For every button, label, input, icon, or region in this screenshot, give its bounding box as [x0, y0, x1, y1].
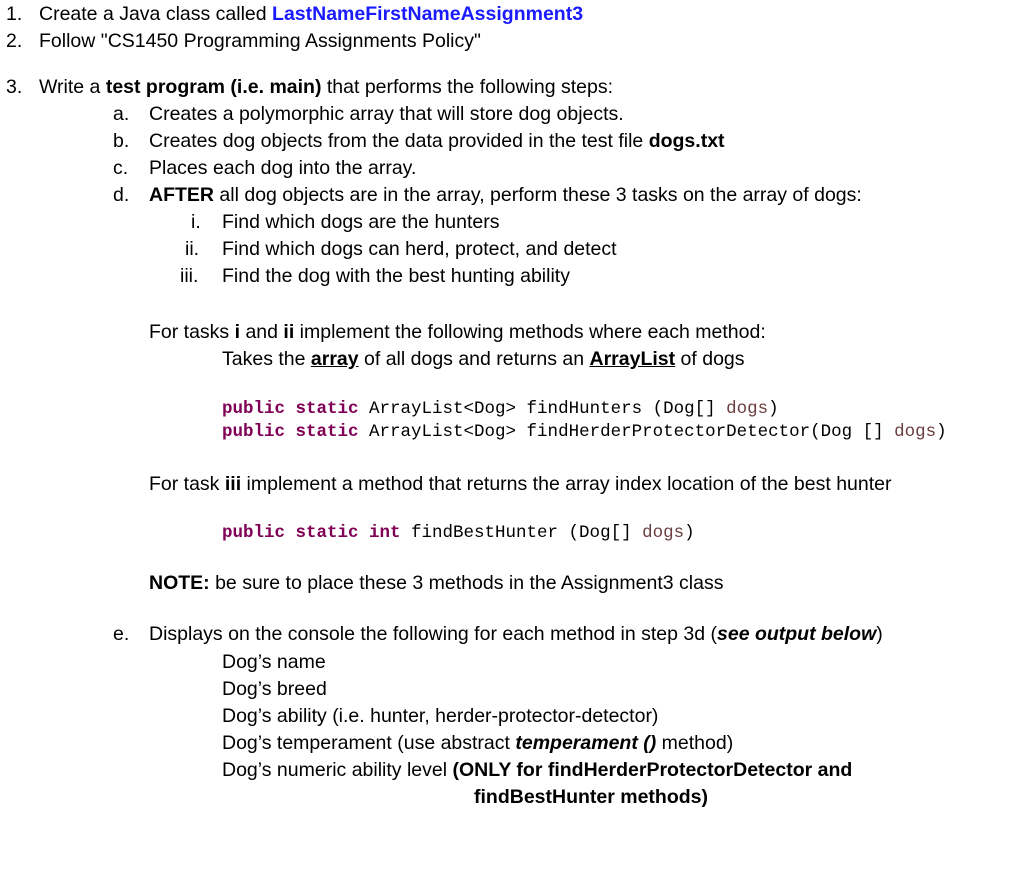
step-text: Write a test program (i.e. main) that performs the following steps:: [39, 76, 614, 98]
document-page: 1. Create a Java class called LastNameFirstNameAssignment3 2. Follow "CS1450 Programming Assignments Policy" 3. Write a test program (i.e. main) that performs the following steps: a. Creates a polymorphic array that will store dog objects. b. Creates dog objects from the data provided in the test file dogs.txt c. Places each dog into the array. d. AFTER all dog objects are in the array, perform these 3 tasks on the array of dogs: i. Find which dogs are the hunters ii. Find which dogs can herd, protect, and detect iii. Find the dog with the best hunting ability For tasks i and ii implement the following methods where each method: Takes the array of all dogs and returns an ArrayList of dogs public static ArrayList<Dog> findHunters (Dog[] dogs) public static ArrayList<Dog> findHerderProtectorDetector(Dog [] dogs) For task iii implement a method that returns the array index location of the best hunter public static int findBestHunter (Dog[] dogs) NOTE: be sure to place these 3 methods in the Assignment3 class e. Displays on the console the following for each method in step 3d (see output below) Dog’s name Dog’s breed Dog’s ability (i.e. hunter, herder-protector-detector) Dog’s temperament (use abstract temperament () method) Dog’s numeric ability level (ONLY for findHerderProtectorDetector and findBestHunter methods): [6, 3, 947, 808]
step-text: Create a Java class called LastNameFirstNameAssignment3: [39, 3, 584, 25]
substep-text: Places each dog into the array.: [149, 157, 417, 179]
list-marker: iii.: [180, 265, 199, 287]
list-marker: a.: [113, 103, 130, 125]
task-text: Find which dogs can herd, protect, and detect: [222, 238, 617, 260]
list-marker: c.: [113, 157, 129, 179]
list-marker: e.: [113, 623, 130, 645]
task-text: Find which dogs are the hunters: [222, 211, 500, 233]
class-name: LastNameFirstNameAssignment3: [272, 3, 584, 25]
list-marker: d.: [113, 184, 130, 206]
substep-text: Creates dog objects from the data provided in the test file dogs.txt: [149, 130, 725, 152]
list-marker: i.: [191, 211, 201, 233]
note-label: NOTE:: [149, 572, 210, 594]
substep-text: Displays on the console the following for each method in step 3d (see output below): [149, 623, 883, 645]
substep-text: Creates a polymorphic array that will store dog objects.: [149, 103, 624, 125]
task-text: Find the dog with the best hunting ability: [222, 265, 570, 287]
step-text: Follow "CS1450 Programming Assignments Policy": [39, 30, 481, 52]
list-marker: 2.: [6, 30, 23, 52]
file-name: dogs.txt: [648, 130, 725, 152]
list-marker: 3.: [6, 76, 23, 98]
substep-text: AFTER all dog objects are in the array, perform these 3 tasks on the array of dogs:: [149, 184, 862, 206]
list-marker: ii.: [185, 238, 200, 260]
list-marker: 1.: [6, 3, 23, 25]
list-marker: b.: [113, 130, 130, 152]
